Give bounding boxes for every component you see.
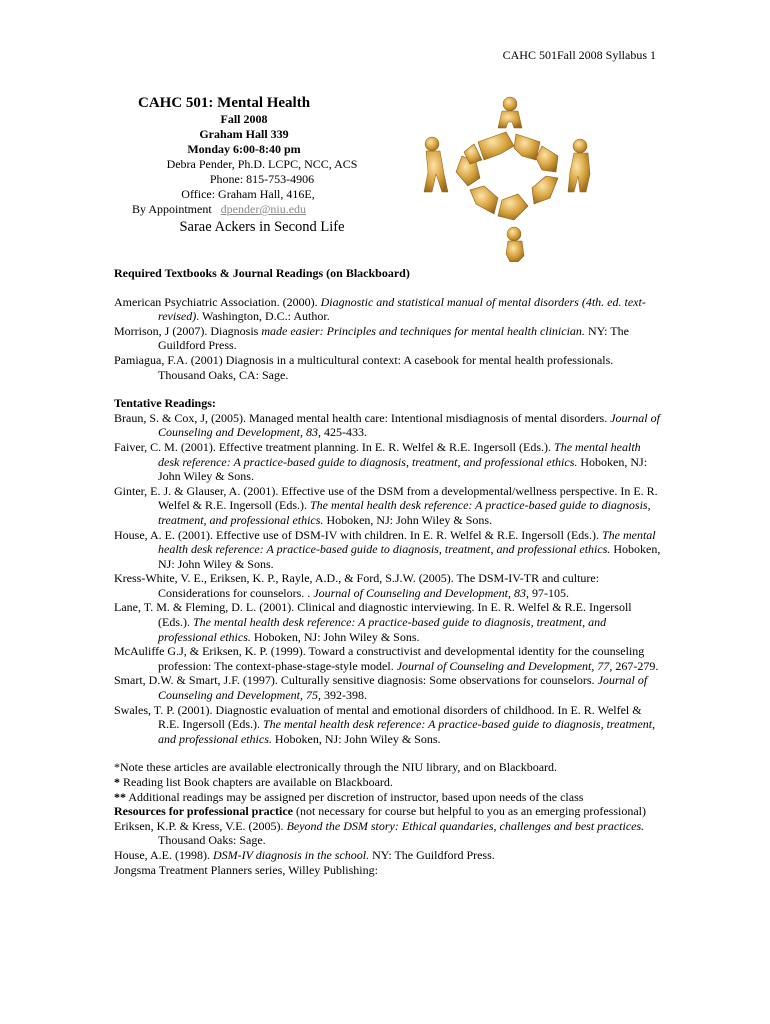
reference-publisher: NY: The Guildford Press. bbox=[158, 323, 629, 353]
reference-publisher: Hoboken, NJ: John Wiley & Sons. bbox=[158, 454, 648, 484]
note-chapters bbox=[114, 775, 662, 790]
reference-text: House, A. E. (2001). Effective use of DSM-IV with children. In E. R. Welfel & R.E. Ingersoll (Eds.). bbox=[114, 527, 602, 542]
reference-italic: The mental health desk reference: A practice-based guide to diagnosis, treatment, and professional ethics. bbox=[158, 615, 607, 644]
reference-italic: The mental health desk reference: A practice-based guide to diagnosis, treatment, and professional ethics. bbox=[158, 527, 656, 557]
instructor-phone: Phone: 815-753-4906 bbox=[209, 172, 315, 186]
reference-text: American Psychiatric Association. (2000). bbox=[114, 294, 321, 309]
required-list bbox=[114, 295, 662, 383]
instructor-office: Office: Graham Hall, 416E, bbox=[181, 187, 315, 201]
reference-text: Ginter, E. J. & Glauser, A. (2001). Effective use of the DSM from a developmental/wellness perspective. In E. R. Welfel & R.E. Ingersoll (Eds.). bbox=[114, 483, 658, 513]
reference-publisher: 267-279. bbox=[612, 658, 659, 673]
reference-text: Swales, T. P. (2001). Diagnostic evaluation of mental and emotional disorders of childhood. In E. R. Welfel & R.E. Ingersoll (Eds.). bbox=[114, 702, 642, 732]
reference-entry bbox=[114, 863, 662, 878]
tentative-heading: Tentative Readings: bbox=[114, 396, 216, 411]
reference-publisher: Thousand Oaks: Sage. bbox=[158, 833, 266, 848]
course-title: CAHC 501: Mental Health bbox=[138, 95, 311, 111]
reference-italic: DSM-IV diagnosis in the school. bbox=[213, 847, 370, 862]
resources-note: (not necessary for course but helpful to you as an emerging professional) bbox=[292, 804, 646, 819]
appointment-label: By Appointment bbox=[132, 202, 212, 216]
reference-italic: Journal of Counseling and Development, 75, bbox=[158, 673, 648, 703]
note-chapters-mark: * bbox=[114, 775, 120, 789]
reference-text: Smart, D.W. & Smart, J.F. (1997). Culturally sensitive diagnosis: Some observations for counselors. bbox=[114, 673, 598, 688]
course-time: Monday 6:00-8:40 pm bbox=[187, 142, 301, 156]
reference-text: House, A.E. (1998). bbox=[114, 847, 213, 862]
reference-entry bbox=[114, 484, 662, 528]
reference-publisher: Hoboken, NJ: John Wiley & Sons. bbox=[250, 629, 420, 644]
note-additional-mark: ** bbox=[114, 789, 126, 804]
course-term: Fall 2008 bbox=[220, 112, 268, 126]
reference-text: Eriksen, K.P. & Kress, V.E. (2005). bbox=[114, 818, 287, 833]
course-info bbox=[132, 94, 392, 236]
reference-text: Pamiagua, F.A. (2001) Diagnosis in a multicultural context: A casebook for mental health professionals. Thousand Oaks, CA: Sage. bbox=[114, 352, 614, 382]
required-heading: Required Textbooks & Journal Readings (on Blackboard) bbox=[114, 266, 410, 280]
reference-publisher: 392-398. bbox=[320, 688, 367, 703]
note-additional-text: Additional readings may be assigned per discretion of instructor, based upon needs of the class bbox=[126, 789, 584, 804]
reference-entry bbox=[114, 353, 662, 382]
page-header: CAHC 501Fall 2008 Syllabus 1 bbox=[502, 48, 656, 62]
email-link[interactable]: dpender@niu.edu bbox=[220, 202, 307, 216]
reference-entry bbox=[114, 324, 662, 353]
reference-entry bbox=[114, 673, 662, 702]
resources-heading-line bbox=[114, 804, 662, 819]
reference-italic: made easier: Principles and techniques for mental health clinician. bbox=[261, 323, 585, 338]
syllabus-body bbox=[114, 266, 662, 877]
reference-text: Lane, T. M. & Fleming, D. L. (2001). Clinical and diagnostic interviewing. In E. R. Welfel & R.E. Ingersoll (Eds.). bbox=[114, 600, 632, 630]
reference-entry bbox=[114, 644, 662, 673]
note-additional bbox=[114, 790, 662, 805]
reference-italic: Journal of Counseling and Development, 83, bbox=[158, 410, 660, 440]
reference-text: Morrison, J (2007). Diagnosis bbox=[114, 323, 262, 338]
reference-publisher: 97-105. bbox=[528, 585, 569, 600]
note-articles: *Note these articles are available electronically through the NIU library, and on Blackboard. bbox=[114, 760, 558, 775]
reference-publisher: . Washington, D.C.: Author. bbox=[196, 309, 330, 324]
reference-publisher: NY: The Guildford Press. bbox=[369, 847, 495, 862]
reference-entry bbox=[114, 819, 662, 848]
reference-text: Kress-White, V. E., Eriksen, K. P., Rayle, A.D., & Ford, S.J.W. (2005). The DSM-IV-TR and culture: Considerations for counselors. . bbox=[114, 571, 600, 600]
reference-italic: Journal of Counseling and Development, 77, bbox=[396, 658, 613, 673]
reference-text: McAuliffe G.J, & Eriksen, K. P. (1999). Toward a constructivist and developmental identity for the counseling profession: The context-phase-stage-style model. bbox=[114, 644, 645, 673]
reference-publisher: 425-433. bbox=[320, 425, 367, 440]
reference-italic: The mental health desk reference: A practice-based guide to diagnosis, treatment, and professional ethics. bbox=[158, 439, 641, 469]
note-chapters-text: Reading list Book chapters are available on Blackboard. bbox=[120, 775, 393, 789]
reference-entry bbox=[114, 600, 662, 644]
figures-puzzle-circle-icon bbox=[418, 94, 596, 262]
reference-publisher: Hoboken, NJ: John Wiley & Sons. bbox=[323, 512, 493, 527]
reference-italic: Diagnostic and statistical manual of mental disorders (4th. ed. text-revised) bbox=[158, 294, 646, 324]
resources-list bbox=[114, 819, 662, 877]
reference-italic: The mental health desk reference: A practice-based guide to diagnosis, treatment, and professional ethics. bbox=[158, 717, 656, 746]
reference-entry bbox=[114, 440, 662, 484]
reference-entry bbox=[114, 848, 662, 863]
reference-entry bbox=[114, 703, 662, 747]
course-location: Graham Hall 339 bbox=[199, 127, 289, 141]
instructor-name: Debra Pender, Ph.D. LCPC, NCC, ACS bbox=[166, 157, 358, 171]
reference-text: Jongsma Treatment Planners series, Willey Publishing: bbox=[114, 862, 378, 877]
reference-text: Faiver, C. M. (2001). Effective treatment planning. In E. R. Welfel & R.E. Ingersoll (Eds.). bbox=[114, 439, 555, 454]
reference-entry bbox=[114, 295, 662, 324]
reference-italic: The mental health desk reference: A practice-based guide to diagnosis, treatment, and professional ethics. bbox=[158, 498, 651, 527]
reference-text: Braun, S. & Cox, J, (2005). Managed mental health care: Intentional misdiagnosis of mental disorders. bbox=[114, 410, 611, 425]
second-life-name: Sarae Ackers in Second Life bbox=[179, 219, 345, 235]
reference-italic: Journal of Counseling and Development, 83, bbox=[313, 585, 529, 600]
reference-publisher: Hoboken, NJ: John Wiley & Sons. bbox=[271, 731, 441, 746]
tentative-list bbox=[114, 411, 662, 747]
appointment-line bbox=[132, 202, 392, 217]
reference-entry bbox=[114, 571, 662, 600]
reference-entry bbox=[114, 528, 662, 572]
reference-italic: Beyond the DSM story: Ethical quandaries, challenges and best practices. bbox=[286, 818, 645, 833]
resources-heading: Resources for professional practice bbox=[114, 804, 293, 819]
reference-publisher: Hoboken, NJ: John Wiley & Sons. bbox=[158, 542, 661, 571]
reference-entry bbox=[114, 411, 662, 440]
